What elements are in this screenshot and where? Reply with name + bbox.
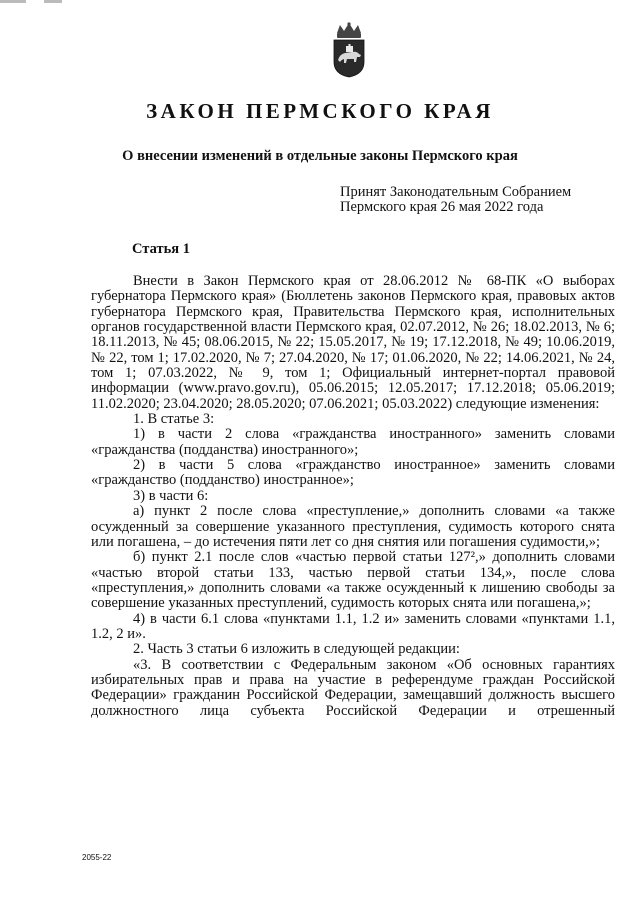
adoption-line-2: Пермского края 26 мая 2022 года [340, 199, 544, 215]
scan-edge-marks [0, 0, 640, 6]
paragraph-subitem-3: 3) в части 6: [133, 487, 209, 504]
adoption-line-1: Принят Законодательным Собранием [340, 184, 572, 200]
article-heading: Статья 1 [132, 241, 190, 257]
paragraph-quoted-part-3: «3. В соответствии с Федеральным законом «Об основных гарантиях избирательных прав и права на участие в референдуме граждан Российской Федерации» гражданин Российской Федерации, замещавший должность высшего должностного лица субъекта Российской Федерации и отрешенный [91, 656, 615, 719]
paragraph-intro: Внести в Закон Пермского края от 28.06.2012 № 68-ПК «О выборах губернатора Пермского края» (Бюллетень законов Пермского края, правовых актов губернатора Пермского края, Правительства Пермского края, исполнительных органов государственной власти Пермского края, 02.07.2012, № 26; 18.02.2013, № 6; 18.11.2013, № 45; 08.06.2015, № 22; 15.05.2017, № 19; 17.12.2018, № 49; 10.06.2019, № 22, том 1; 17.02.2020, № 7; 27.04.2020, № 17; 01.06.2020, № 22; 14.06.2021, № 24, том 1; 07.03.2022, № 9, том 1; Официальный интернет-портал правовой информации (www.pravo.gov.ru), 05.06.2015; 12.05.2017; 17.12.2018; 05.06.2019; 11.02.2020; 23.04.2020; 28.05.2020; 07.06.2021; 05.03.2022) следующие изменения: [91, 273, 615, 412]
adoption-note [340, 185, 571, 215]
coat-of-arms-icon [328, 22, 370, 78]
paragraph-item-2: 2. Часть 3 статьи 6 изложить в следующей редакции: [133, 641, 460, 658]
paragraph-item-1: 1. В статье 3: [133, 411, 215, 428]
paragraph-subitem-3b: б) пункт 2.1 после слов «частью первой статьи 127²,» дополнить словами «частью второй статьи 133, частью первой статьи 134,», после слова «преступления,» дополнить словами «а также осужденный к лишению свободы за совершение указанных преступлений, судимость которых снята или погашена,»; [91, 549, 615, 612]
law-body [91, 274, 615, 719]
law-title: ЗАКОН ПЕРМСКОГО КРАЯ [146, 99, 494, 123]
paragraph-subitem-4: 4) в части 6.1 слова «пунктами 1.1, 1.2 и» заменить словами «пунктами 1.1, 1.2, 2 и». [91, 610, 615, 642]
paragraph-subitem-2: 2) в части 5 слова «гражданство иностранное» заменить словами «гражданство (подданство) иностранное»; [91, 457, 615, 489]
document-code: 2055-22 [82, 853, 112, 862]
paragraph-subitem-1: 1) в части 2 слова «гражданства иностранного» заменить словами «гражданства (подданства) иностранного»; [91, 426, 615, 458]
paragraph-subitem-3a: а) пункт 2 после слова «преступление,» дополнить словами «а также осужденный за совершение указанного преступления, судимость которого снята или погашена, – до истечения пяти лет со дня снятия или погашения судимости,»; [91, 503, 615, 550]
law-subtitle: О внесении изменений в отдельные законы Пермского края [122, 148, 518, 164]
